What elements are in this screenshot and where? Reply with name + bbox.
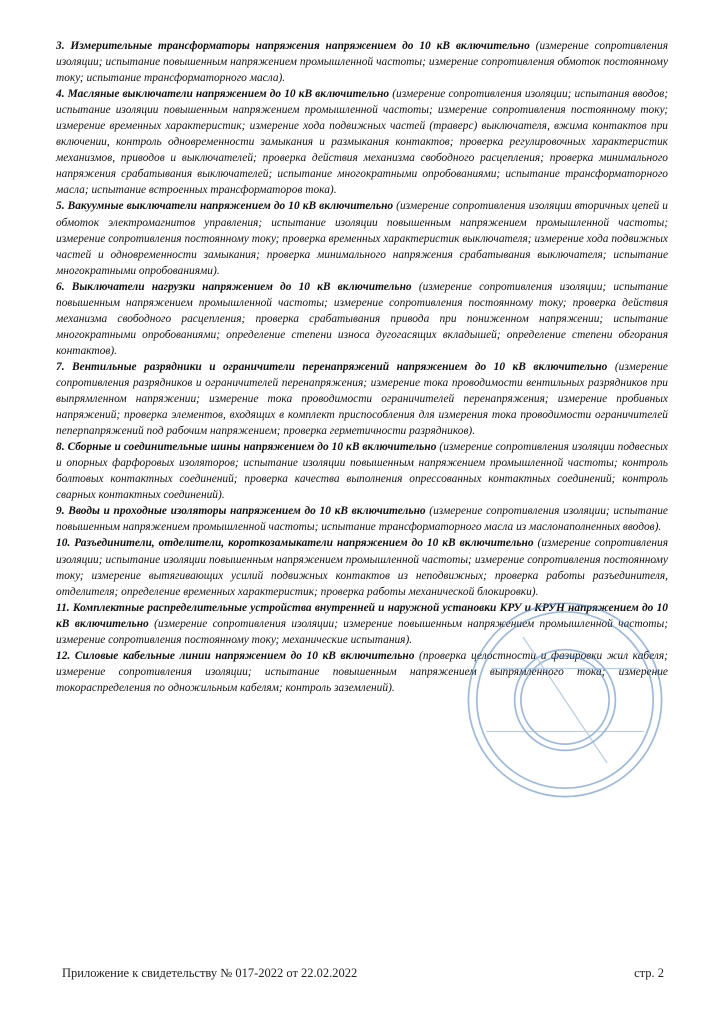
item-number: 5. (56, 200, 65, 213)
item-number: 6. (56, 280, 65, 293)
item-title: Сборные и соединительные шины напряжением до 10 кВ включительно (67, 441, 437, 454)
list-item (56, 600, 668, 648)
item-title: Вентильные разрядники и ограничители перенапряжений напряжением до 10 кВ включительно (72, 360, 608, 373)
item-number: 3. (56, 40, 65, 52)
list-item (56, 198, 668, 278)
list-item (56, 648, 668, 696)
item-description: (проверка целостности и фазировки жил кабеля; измерение сопротивления изоляции; испытание повышенным напряжением выпрямленного тока; измерение токораспределения по одножильным кабелям; контроль заземлений). (56, 649, 668, 694)
item-number: 11. (56, 601, 70, 614)
item-title: Вводы и проходные изоляторы напряжением до 10 кВ включительно (68, 505, 426, 518)
item-description: (измерение сопротивления изоляции; испытание повышенным напряжением промышленной частоты; измерение сопротивления постоянному току; проверка действия механизма свободного расцепления; проверка срабатывания привода при пониженном напряжении; испытание многократными опробованиями; определение степени износа дугогасящих вкладышей; определение степени обгорания контактов). (56, 280, 668, 357)
item-description: (измерение сопротивления разрядников и ограничителей перенапряжения; измерение тока проводимости вентильных разрядников при выпрямленном напряжении; измерение тока проводимости ограничителей перенапряжения; измерение пробивных напряжений; проверка элементов, входящих в комплект приспособления для измерения тока проводимости ограничителей пеперпапряжений под рабочим напряжением; проверка герметичности разрядников). (56, 360, 668, 438)
item-title: Комплектные распределительные устройства внутренней и наружной установки КРУ и КРУН напряжением до 10 кВ включительно (56, 601, 668, 630)
item-description: (измерение сопротивления изоляции; испытание изоляции повышенным напряжением промышленной частоты; измерение сопротивления постоянному току; измерение вытягивающих усилий подвижных контактов из неподвижных; проверка работы разъединителя, отделителя; определение временных характеристик; проверка работы механической блокировки). (56, 537, 668, 598)
item-title: Измерительные трансформаторы напряжения напряжением до 10 кВ включительно (70, 40, 530, 52)
page-footer (62, 966, 664, 981)
item-description: (измерение сопротивления изоляции подвесных и опорных фарфоровых изоляторов; испытание изоляции повышенным напряжением промышленной частоты; контроль болтовых контактных соединений; проверка качества выполнения опрессованных контактных соединений; контроль сварных контактных соединений). (56, 441, 668, 502)
document-body (56, 38, 668, 696)
item-title: Силовые кабельные линии напряжением до 10 кВ включительно (74, 649, 415, 662)
item-number: 4. (56, 88, 65, 101)
item-number: 10. (56, 537, 71, 550)
item-title: Масляные выключатели напряжением до 10 кВ включительно (67, 88, 390, 101)
item-title: Разъединители, отделители, короткозамыкатели напряжением до 10 кВ включительно (74, 537, 534, 550)
list-item (56, 86, 668, 198)
list-item (56, 503, 668, 535)
item-title: Выключатели нагрузки напряжением до 10 кВ включительно (71, 280, 412, 293)
item-description: (измерение сопротивления изоляции; испытания вводов; испытание изоляции повышенным напряжением промышленной частоты; измерение сопротивления постоянному току; измерение временных характеристик; измерение хода подвижных частей (траверс) выключателя, вжима контактов при включении, контроль одновременности замыкания и размыкания контактов; проверка регулировочных характеристик механизмов, приводов и выключателей; проверка действия механизма свободного расцепления; проверка минимального напряжения срабатывания выключателей; испытание многократными опробованиями; испытание трансформаторного масла; испытание встроенных трансформаторов тока). (56, 88, 668, 197)
list-item (56, 439, 668, 503)
list-item (56, 38, 668, 86)
list-item (56, 535, 668, 599)
item-description: (измерение сопротивления изоляции вторичных цепей и обмоток электромагнитов управления; испытание изоляции повышенным напряжением промышленной частоты; измерение сопротивления постоянному току; проверка временных характеристик выключателя; измерение хода подвижных частей и одновременности замыкания; проверка минимального напряжения срабатывания выключателя; испытание многократными опробованиями). (56, 200, 668, 277)
item-number: 7. (56, 360, 65, 373)
item-title: Вакуумные выключатели напряжением до 10 кВ включительно (67, 200, 394, 213)
list-item (56, 279, 668, 359)
item-description: (измерение сопротивления изоляции; испытание повышенным напряжением промышленной частоты; испытание трансформаторного масла из маслонаполненных вводов). (56, 505, 668, 534)
item-description: (измерение сопротивления изоляции; измерение повышенным напряжением промышленной частоты; измерение сопротивления постоянному току; механические испытания). (56, 617, 668, 646)
item-number: 8. (56, 441, 65, 454)
item-description: (измерение сопротивления изоляции; испытание повышенным напряжением промышленной частоты; измерение сопротивления обмоток постоянному току; испытание трансформаторного масла). (56, 40, 668, 85)
item-number: 9. (56, 505, 65, 518)
list-item (56, 359, 668, 439)
page-number: стр. 2 (634, 966, 664, 980)
footer-reference: Приложение к свидетельству № 017-2022 от 22.02.2022 (62, 966, 358, 980)
item-number: 12. (56, 649, 71, 662)
